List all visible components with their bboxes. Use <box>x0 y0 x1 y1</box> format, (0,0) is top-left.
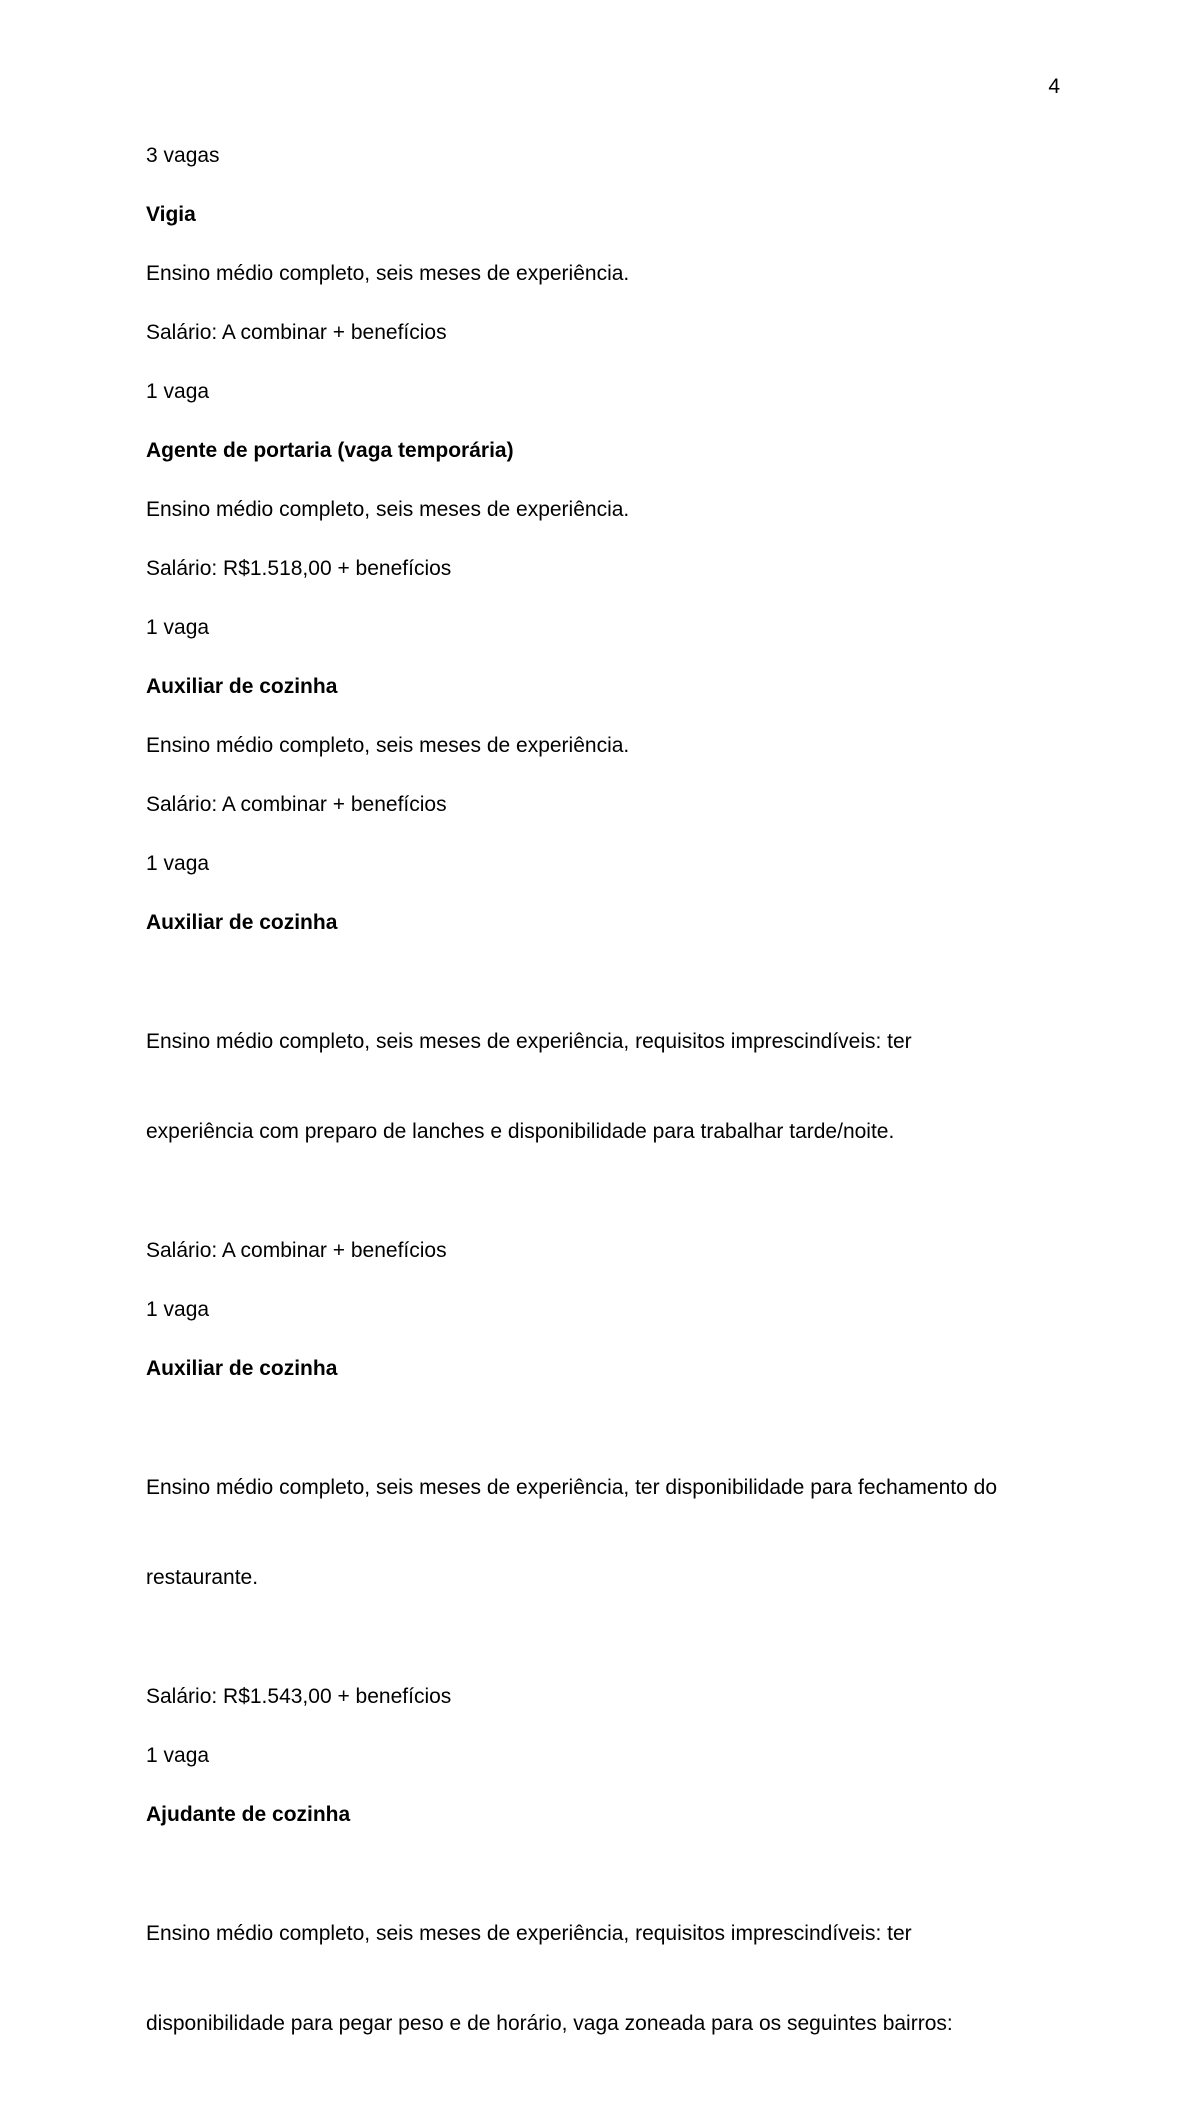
job-title: Auxiliar de cozinha <box>146 675 338 698</box>
job-salary: Salário: R$1.543,00 + benefícios <box>146 1685 452 1708</box>
job-requirements-line: disponibilidade para pegar peso e de horário, vaga zoneada para os seguintes bairros: <box>146 2012 953 2035</box>
job-title: Auxiliar de cozinha <box>146 911 338 934</box>
job-requirements-line: Ensino médio completo, seis meses de experiência, requisitos imprescindíveis: ter <box>146 1922 912 1945</box>
job-title: Auxiliar de cozinha <box>146 1357 338 1380</box>
vagas-count: 1 vaga <box>146 852 210 875</box>
vagas-count: 3 vagas <box>146 144 220 167</box>
vagas-count: 1 vaga <box>146 616 210 639</box>
document-body <box>146 141 1066 2128</box>
job-requirements-line: experiência com preparo de lanches e disponibilidade para trabalhar tarde/noite. <box>146 1120 895 1143</box>
job-requirements: Ensino médio completo, seis meses de experiência. <box>146 498 630 521</box>
job-requirements <box>146 1413 1066 1653</box>
job-title: Ajudante de cozinha <box>146 1803 351 1826</box>
job-salary: Salário: R$1.518,00 + benefícios <box>146 557 452 580</box>
job-requirements: Ensino médio completo, seis meses de experiência. <box>146 262 630 285</box>
vagas-count: 1 vaga <box>146 1744 210 1767</box>
vagas-count: 1 vaga <box>146 380 210 403</box>
job-requirements <box>146 967 1066 1207</box>
job-salary: Salário: A combinar + benefícios <box>146 1239 447 1262</box>
job-salary: Salário: A combinar + benefícios <box>146 793 447 816</box>
job-salary: Salário: A combinar + benefícios <box>146 321 447 344</box>
vagas-count: 1 vaga <box>146 1298 210 1321</box>
job-requirements-line: Ensino médio completo, seis meses de experiência, requisitos imprescindíveis: ter <box>146 1030 912 1053</box>
job-requirements-line: restaurante. <box>146 1566 259 1589</box>
job-requirements-line: Ensino médio completo, seis meses de experiência, ter disponibilidade para fechamento do <box>146 1476 997 1499</box>
job-title: Agente de portaria (vaga temporária) <box>146 439 514 462</box>
job-title: Vigia <box>146 203 196 226</box>
page-number: 4 <box>1048 75 1060 98</box>
job-requirements: Ensino médio completo, seis meses de experiência. <box>146 734 630 757</box>
job-requirements <box>146 1859 1066 2099</box>
